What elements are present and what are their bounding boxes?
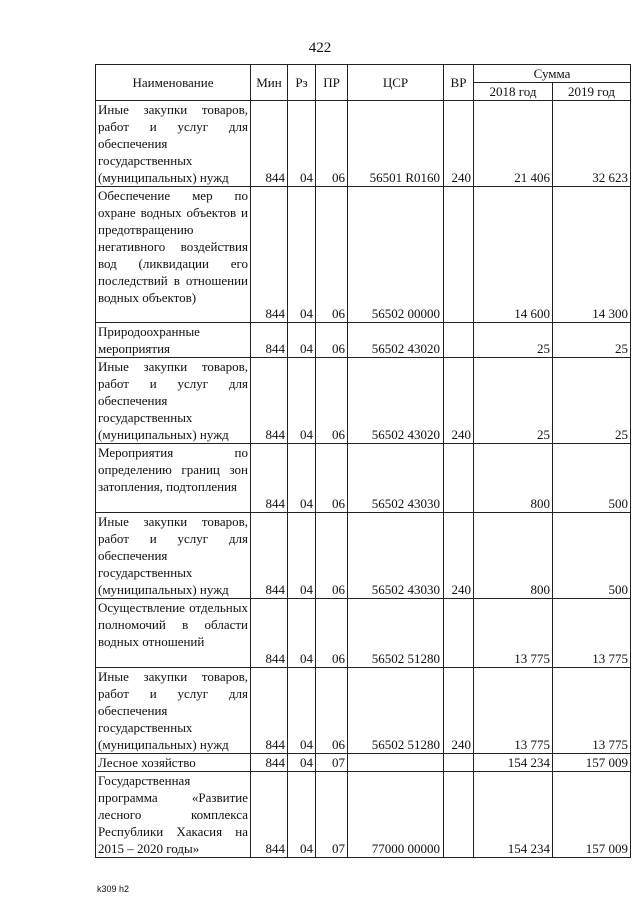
row-vr xyxy=(444,772,474,858)
row-csr: 56502 51280 xyxy=(348,668,444,754)
row-min: 844 xyxy=(251,513,288,599)
row-rz: 04 xyxy=(288,358,316,444)
row-sum-2019: 500 xyxy=(553,513,631,599)
row-sum-2019: 13 775 xyxy=(553,599,631,668)
row-min: 844 xyxy=(251,772,288,858)
row-name: Мероприятия по определению границ зон затопления, подтопления xyxy=(96,444,251,513)
row-sum-2018: 13 775 xyxy=(474,599,553,668)
row-min: 844 xyxy=(251,323,288,358)
row-name: Иные закупки товаров, работ и услуг для обеспечения государственных (муниципальных) нужд xyxy=(96,668,251,754)
row-sum-2018: 154 234 xyxy=(474,754,553,772)
row-pr: 06 xyxy=(316,444,348,513)
row-min: 844 xyxy=(251,444,288,513)
row-pr: 07 xyxy=(316,754,348,772)
header-rz: Рз xyxy=(288,65,316,101)
row-csr: 77000 00000 xyxy=(348,772,444,858)
row-sum-2018: 13 775 xyxy=(474,668,553,754)
header-name: Наименование xyxy=(96,65,251,101)
row-min: 844 xyxy=(251,358,288,444)
table-row xyxy=(96,599,631,668)
table-row xyxy=(96,513,631,599)
row-rz: 04 xyxy=(288,187,316,323)
header-min: Мин xyxy=(251,65,288,101)
row-vr: 240 xyxy=(444,513,474,599)
table-row xyxy=(96,323,631,358)
row-vr xyxy=(444,444,474,513)
row-csr xyxy=(348,754,444,772)
page-number: 422 xyxy=(308,40,332,56)
row-csr: 56501 R0160 xyxy=(348,101,444,187)
row-vr: 240 xyxy=(444,668,474,754)
row-name: Государственная программа «Развитие лесного комплекса Республики Хакасия на 2015 – 2020 годы» xyxy=(96,772,251,858)
row-name: Иные закупки товаров, работ и услуг для обеспечения государственных (муниципальных) нужд xyxy=(96,358,251,444)
row-csr: 56502 43030 xyxy=(348,444,444,513)
row-csr: 56502 43030 xyxy=(348,513,444,599)
table-row xyxy=(96,772,631,858)
row-vr: 240 xyxy=(444,358,474,444)
row-name: Обеспечение мер по охране водных объектов и предотвращению негативного воздействия вод (ликвидации его последствий в отношении водных объектов) xyxy=(96,187,251,323)
row-csr: 56502 43020 xyxy=(348,358,444,444)
row-sum-2018: 25 xyxy=(474,358,553,444)
row-rz: 04 xyxy=(288,323,316,358)
row-rz: 04 xyxy=(288,513,316,599)
row-vr xyxy=(444,187,474,323)
header-csr: ЦСР xyxy=(348,65,444,101)
footer-code: k309 h2 xyxy=(97,884,130,894)
table-row xyxy=(96,668,631,754)
row-pr: 07 xyxy=(316,772,348,858)
table-row xyxy=(96,444,631,513)
row-sum-2018: 154 234 xyxy=(474,772,553,858)
row-sum-2019: 13 775 xyxy=(553,668,631,754)
row-rz: 04 xyxy=(288,754,316,772)
row-sum-2018: 14 600 xyxy=(474,187,553,323)
row-pr: 06 xyxy=(316,358,348,444)
row-rz: 04 xyxy=(288,772,316,858)
row-pr: 06 xyxy=(316,513,348,599)
row-sum-2019: 157 009 xyxy=(553,754,631,772)
row-vr xyxy=(444,754,474,772)
header-2018: 2018 год xyxy=(474,83,553,101)
header-2019: 2019 год xyxy=(553,83,631,101)
row-sum-2019: 32 623 xyxy=(553,101,631,187)
row-sum-2019: 500 xyxy=(553,444,631,513)
row-rz: 04 xyxy=(288,599,316,668)
row-sum-2018: 21 406 xyxy=(474,101,553,187)
row-min: 844 xyxy=(251,668,288,754)
row-vr xyxy=(444,323,474,358)
row-sum-2019: 157 009 xyxy=(553,772,631,858)
row-sum-2018: 800 xyxy=(474,444,553,513)
header-pr: ПР xyxy=(316,65,348,101)
header-sum: Сумма xyxy=(474,65,631,83)
row-pr: 06 xyxy=(316,101,348,187)
table-row xyxy=(96,187,631,323)
row-min: 844 xyxy=(251,754,288,772)
row-sum-2018: 25 xyxy=(474,323,553,358)
row-pr: 06 xyxy=(316,323,348,358)
row-pr: 06 xyxy=(316,668,348,754)
row-rz: 04 xyxy=(288,444,316,513)
row-sum-2018: 800 xyxy=(474,513,553,599)
row-name: Осуществление отдельных полномочий в области водных отношений xyxy=(96,599,251,668)
row-csr: 56502 43020 xyxy=(348,323,444,358)
row-csr: 56502 51280 xyxy=(348,599,444,668)
budget-table xyxy=(95,64,631,858)
row-name: Иные закупки товаров, работ и услуг для обеспечения государственных (муниципальных) нужд xyxy=(96,101,251,187)
row-name: Лесное хозяйство xyxy=(96,754,251,772)
row-name: Иные закупки товаров, работ и услуг для обеспечения государственных (муниципальных) нужд xyxy=(96,513,251,599)
row-rz: 04 xyxy=(288,101,316,187)
row-sum-2019: 25 xyxy=(553,323,631,358)
row-sum-2019: 14 300 xyxy=(553,187,631,323)
row-min: 844 xyxy=(251,599,288,668)
row-csr: 56502 00000 xyxy=(348,187,444,323)
row-vr: 240 xyxy=(444,101,474,187)
row-pr: 06 xyxy=(316,599,348,668)
row-sum-2019: 25 xyxy=(553,358,631,444)
row-min: 844 xyxy=(251,101,288,187)
table-row xyxy=(96,358,631,444)
table-row xyxy=(96,101,631,187)
header-vr: ВР xyxy=(444,65,474,101)
row-name: Природоохранные мероприятия xyxy=(96,323,251,358)
row-rz: 04 xyxy=(288,668,316,754)
row-min: 844 xyxy=(251,187,288,323)
row-pr: 06 xyxy=(316,187,348,323)
table-row xyxy=(96,754,631,772)
row-vr xyxy=(444,599,474,668)
